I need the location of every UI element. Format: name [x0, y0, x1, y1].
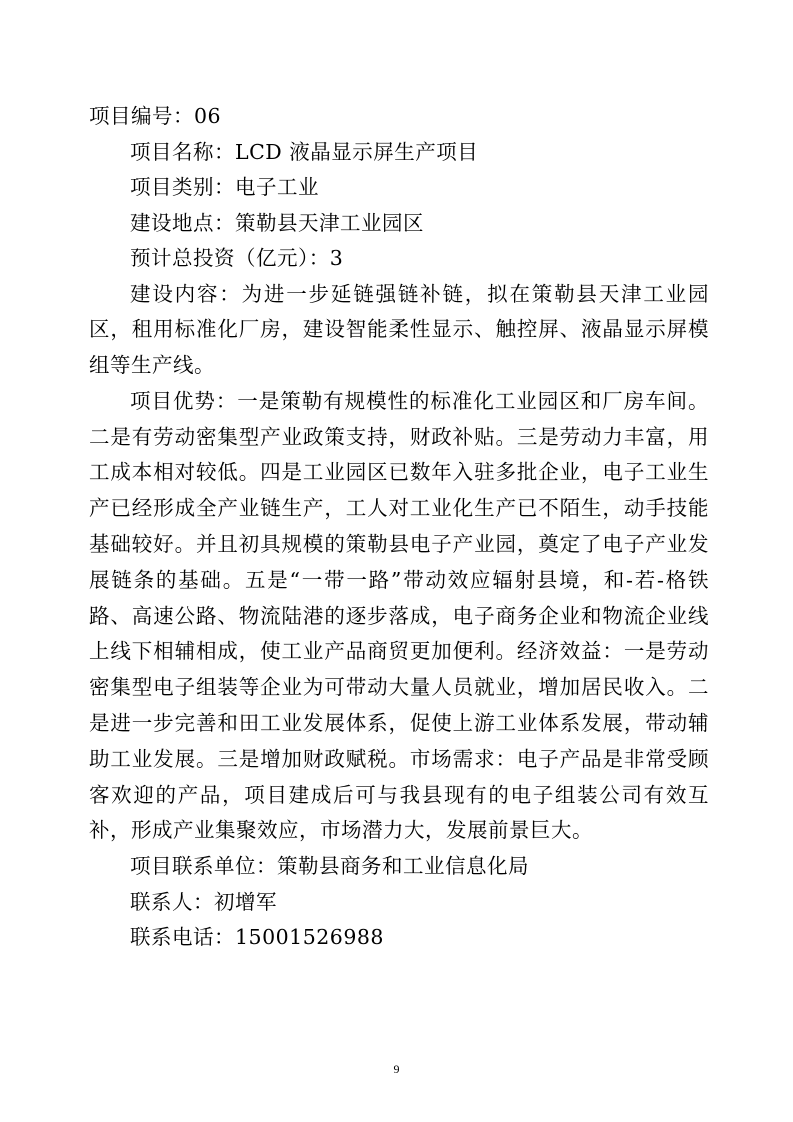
construction-location: 建设地点：策勒县天津工业园区 [130, 210, 424, 235]
project-number: 项目编号：06 [89, 104, 222, 128]
page-number: 9 [393, 1062, 400, 1076]
project-category: 项目类别：电子工业 [130, 175, 319, 199]
project-advantages-paragraph: 项目优势：一是策勒有规模性的标准化工业园区和厂房车间。二是有劳动密集型产业政策支持，财政补贴。三是劳动力丰富，用工成本相对较低。四是工业园区已数年入驻多批企业，电子工业生产已经形成全产业链生产，工人对工业化生产已不陌生，动手技能基础较好。并且初具规模的策勒县电子产业园，奠定了电子产业发展链条的基础。五是“一带一路”带动效应辐射县境，和-若-格铁路、高速公路、物流陆港的逐步落成，电子商务企业和物流企业线上线下相辅相成，使工业产品商贸更加便利。经济效益：一是劳动密集型电子组装等企业为可带动大量人员就业，增加居民收入。二是进一步完善和田工业发展体系，促使上游工业体系发展，带动辅助工业发展。三是增加财政赋税。市场需求：电子产品是非常受顾客欢迎的产品，项目建成后可与我县现有的电子组装公司有效互补，形成产业集聚效应，市场潜力大，发展前景巨大。 [89, 388, 709, 843]
construction-content-paragraph: 建设内容：为进一步延链强链补链，拟在策勒县天津工业园区，租用标准化厂房，建设智能柔性显示、触控屏、液晶显示屏模组等生产线。 [89, 281, 709, 378]
project-name: 项目名称：LCD 液晶显示屏生产项目 [130, 139, 479, 164]
estimated-investment: 预计总投资（亿元）：3 [130, 246, 344, 270]
document-page [89, 99, 709, 956]
contact-phone: 联系电话：15001526988 [130, 925, 384, 950]
contact-unit: 项目联系单位：策勒县商务和工业信息化局 [130, 854, 529, 879]
contact-person: 联系人：初增军 [130, 889, 277, 914]
